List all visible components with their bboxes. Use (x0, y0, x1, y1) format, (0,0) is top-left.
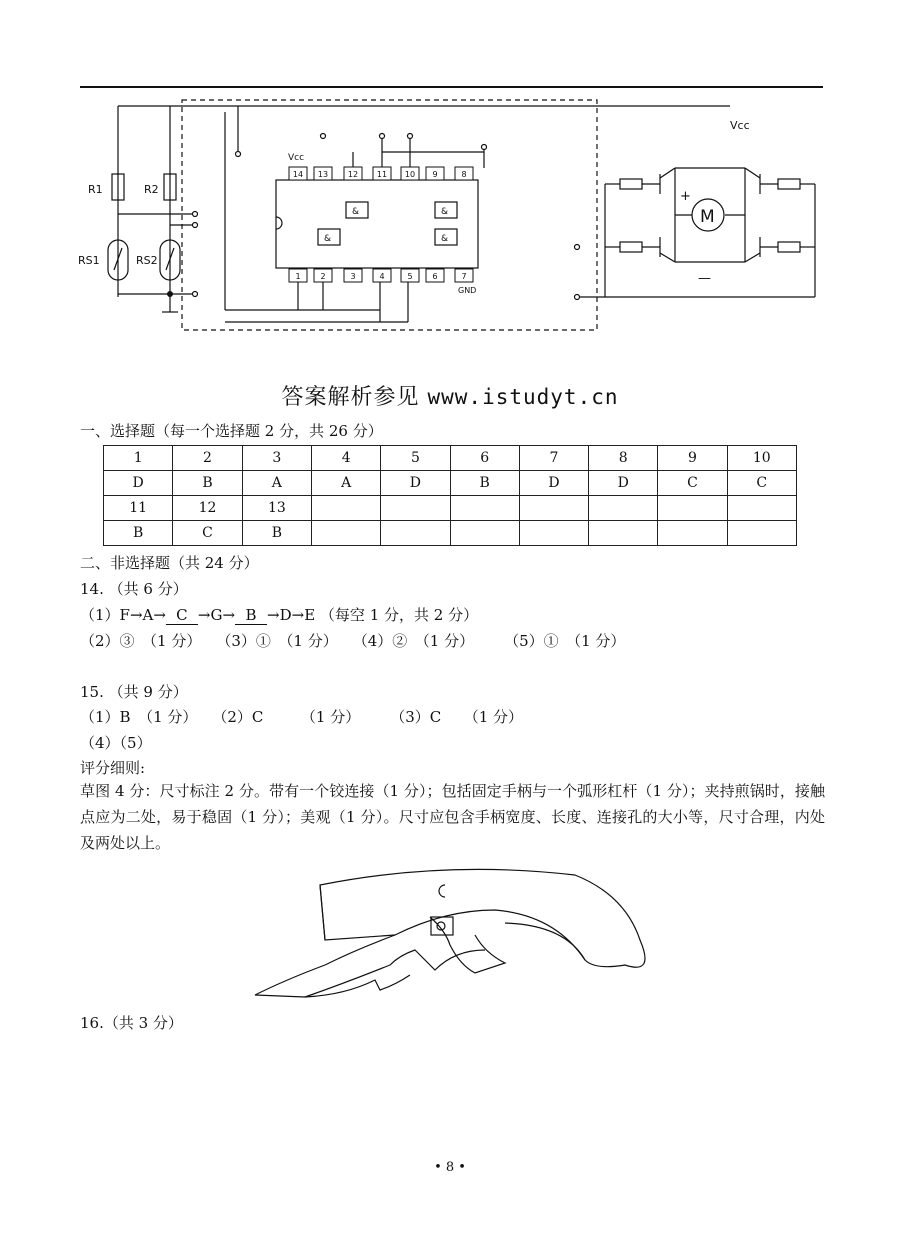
r2-label: R2 (144, 183, 159, 196)
ic-top-pin-number: 12 (347, 170, 359, 179)
q15-line1: （1）B （1 分） （2）C （1 分） （3）C （1 分） (80, 708, 524, 726)
q16-title: 16.（共 3 分） (80, 1014, 183, 1032)
table-cell (312, 521, 381, 546)
motor-label: M (700, 207, 715, 227)
page-number: • 8 • (434, 1160, 466, 1175)
gate-symbol: & (441, 234, 449, 244)
table-row (104, 496, 797, 521)
vcc-right-label: Vcc (730, 119, 750, 132)
rs2-label: RS2 (136, 254, 158, 267)
table-cell: B (242, 521, 311, 546)
table-cell (381, 521, 450, 546)
ic-bottom-pin-number: 4 (379, 272, 385, 281)
table-cell: A (242, 471, 311, 496)
table-cell: B (104, 521, 173, 546)
table-cell: 10 (727, 446, 796, 471)
table-cell: C (727, 471, 796, 496)
table-cell: 4 (312, 446, 381, 471)
rs1-label: RS1 (78, 254, 100, 267)
table-cell (450, 521, 519, 546)
banner-text: 答案解析参见 (281, 385, 420, 410)
ic-bottom-pin-number: 5 (407, 272, 413, 281)
q14-line1-b: →G→ (197, 606, 236, 624)
handle-sketch (245, 855, 665, 1005)
table-cell (519, 496, 588, 521)
ic-top-pin-number: 8 (461, 170, 467, 179)
table-cell (381, 496, 450, 521)
rubric-text: 草图 4 分：尺寸标注 2 分。带有一个铰连接（1 分）；包括固定手柄与一个弧形杠杆（1 分）；夹持煎锅时，接触点应为二处，易于稳固（1 分）；美观（1 分）。尺寸应包含手柄宽度、长度、连接孔的大小等，尺寸合理，内处及两处以上。 (80, 782, 825, 852)
section2-heading: 二、非选择题（共 24 分） (80, 554, 259, 572)
table-cell: 2 (173, 446, 242, 471)
table-cell: D (104, 471, 173, 496)
top-rule (80, 86, 823, 88)
gate-symbol: & (441, 207, 449, 217)
table-cell: 3 (242, 446, 311, 471)
table-cell (727, 521, 796, 546)
table-row (104, 471, 797, 496)
q14-title: 14. （共 6 分） (80, 580, 188, 598)
ic-top-pins (289, 167, 473, 180)
table-cell: D (381, 471, 450, 496)
ic-bottom-pin-number: 7 (461, 272, 467, 281)
q14-blank2: B (235, 607, 267, 625)
table-cell (312, 496, 381, 521)
table-cell (450, 496, 519, 521)
table-cell (589, 521, 658, 546)
ic-vcc-label: Vcc (288, 153, 305, 163)
answer-table (103, 445, 797, 546)
table-row (104, 521, 797, 546)
table-cell: 11 (104, 496, 173, 521)
q14-line1-c: →D→E （每空 1 分，共 2 分） (267, 606, 479, 624)
table-cell: 13 (242, 496, 311, 521)
ic-bottom-pins (289, 269, 473, 282)
table-cell: D (519, 471, 588, 496)
table-cell (658, 521, 727, 546)
table-cell (589, 496, 658, 521)
q14-line2: （2）③ （1 分） （3）① （1 分） （4）② （1 分） （5）① （1 分） (80, 632, 626, 650)
table-cell (727, 496, 796, 521)
r1-label: R1 (88, 183, 103, 196)
ic-top-pin-number: 11 (376, 170, 388, 179)
q14-line1-a: （1）F→A→ (80, 606, 166, 624)
table-cell: D (589, 471, 658, 496)
ic-bottom-pin-number: 6 (432, 272, 438, 281)
table-cell: 8 (589, 446, 658, 471)
ic-top-pin-number: 10 (404, 170, 416, 179)
table-cell: 7 (519, 446, 588, 471)
table-cell: C (173, 521, 242, 546)
ic-bottom-pin-number: 1 (295, 272, 301, 281)
table-cell: 6 (450, 446, 519, 471)
ic-top-pin-number: 13 (317, 170, 329, 179)
gate-symbol: & (324, 234, 332, 244)
table-cell: B (450, 471, 519, 496)
table-cell: B (173, 471, 242, 496)
ic-bottom-pin-number: 2 (320, 272, 326, 281)
gate-symbol: & (352, 207, 360, 217)
q14-blank1: C (166, 607, 198, 625)
q15-title: 15. （共 9 分） (80, 683, 188, 701)
table-cell: 5 (381, 446, 450, 471)
table-cell: A (312, 471, 381, 496)
q14-line1 (80, 604, 478, 625)
table-cell (658, 496, 727, 521)
plus-label: + (680, 189, 691, 204)
table-cell: 12 (173, 496, 242, 521)
banner-url[interactable]: www.istudyt.cn (427, 385, 619, 409)
q15-line2: （4）（5） (80, 734, 152, 752)
answer-banner (0, 380, 900, 411)
section1-heading: 一、选择题（每一个选择题 2 分，共 26 分） (80, 422, 383, 440)
table-cell (519, 521, 588, 546)
rubric-title: 评分细则: (80, 759, 146, 777)
circuit-diagram (70, 92, 830, 342)
table-cell: 9 (658, 446, 727, 471)
ic-gnd-label: GND (458, 286, 477, 295)
table-cell: C (658, 471, 727, 496)
ic-top-pin-number: 9 (432, 170, 438, 179)
ic-bottom-pin-number: 3 (350, 272, 356, 281)
ic-top-pin-number: 14 (292, 170, 304, 179)
minus-label: — (698, 271, 711, 286)
table-row (104, 446, 797, 471)
table-cell: 1 (104, 446, 173, 471)
